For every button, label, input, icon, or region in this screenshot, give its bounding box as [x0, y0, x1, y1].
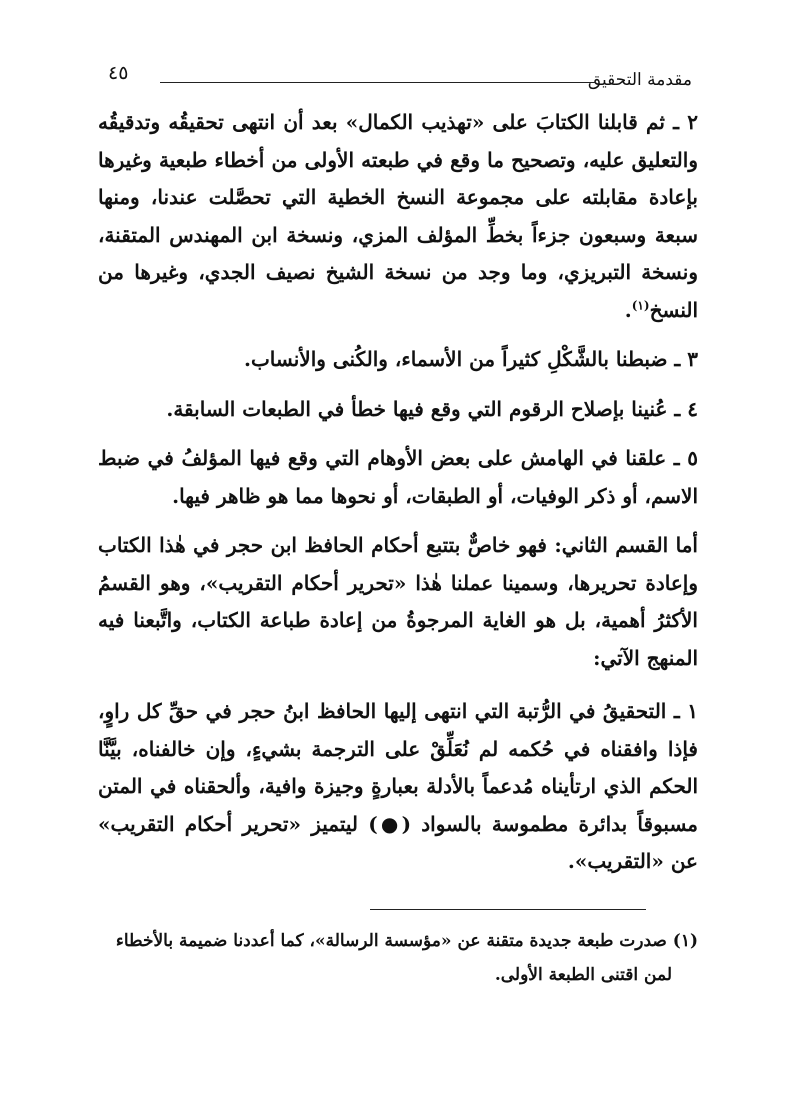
- item-text: ثم قابلنا الكتابَ على «تهذيب الكمال» بعد أن انتهى تحقيقُه وتدقيقُه والتعليق عليه، وتصحيح ما وقع في طبعته الأولى من أخطاء طبعية وغيرها بإعادة مقابلته على مجموعة النسخ الخطية التي تحصَّلت عندنا، ومنها سبعة وسبعون جزءاً بخطِّ المؤلف المزي، ونسخة ابن المهندس المتقنة، ونسخة التبريزي، وما وجد من نسخة الشيخ نصيف الجدي، وغيرها من النسخ: [98, 110, 698, 322]
- item-number: ٣ ـ: [674, 347, 698, 371]
- item-number: ٥ ـ: [673, 446, 698, 470]
- item-text: علقنا في الهامش على بعض الأوهام التي وقع فيها المؤلفُ في ضبط الاسم، أو ذكر الوفيات، أو الطبقات، أو نحوها مما هو ظاهر فيها.: [98, 446, 698, 508]
- header-rule: [160, 82, 596, 83]
- item-tail: .: [624, 297, 632, 322]
- body-text: [98, 104, 698, 893]
- page-number: ٤٥: [108, 62, 129, 84]
- item-text: عُنينا بإصلاح الرقوم التي وقع فيها خطأ في الطبعات السابقة.: [166, 396, 668, 421]
- list-item-5: [98, 440, 698, 515]
- footnote-line: لمن اقتنى الطبعة الأولى.: [494, 965, 672, 985]
- item-number: ٤ ـ: [674, 396, 698, 421]
- section-paragraph: أما القسم الثاني: فهو خاصٌّ بتتبع أحكام الحافظ ابن حجر في هٰذا الكتاب وإعادة تحريرها، وسمينا عملنا هٰذا «تحرير أحكام التقريب»، وهو القسمُ الأكثرُ أهمية، بل هو الغاية المرجوةُ من إعادة طباعة الكتاب، واتَّبعنا فيه المنهج الآتي:: [98, 533, 698, 670]
- footnote-reference[interactable]: (١): [631, 297, 650, 312]
- list-item-4: [98, 391, 698, 429]
- item-number: ١ ـ: [673, 699, 698, 723]
- list-item-3: [98, 341, 698, 379]
- footnote-line: (١) صدرت طبعة جديدة متقنة عن «مؤسسة الرسالة»، كما أعددنا ضميمة بالأخطاء: [115, 931, 698, 951]
- footnote-rule: [370, 909, 646, 910]
- item-number: ٢ ـ: [673, 110, 699, 134]
- item-text: التحقيقُ في الرُّتبة التي انتهى إليها الحافظ ابنُ حجر في حقِّ كل راوٍ، فإذا وافقناه في حُكمه لم نُعَلِّقْ على الترجمة بشيءٍ، وإن خالفناه، بيَّنَّا الحكم الذي ارتأيناه مُدعماً بالأدلة بعبارةٍ وجيزة وافية، وألحقناه في المتن مسبوقاً بدائرة مطموسة بالسواد (●) ليتميز «تحرير أحكام التقريب» عن «التقريب».: [98, 699, 698, 873]
- list-item-2: [98, 104, 698, 329]
- list-item-1: [98, 693, 698, 881]
- item-text: ضبطنا بالشَّكْلِ كثيراً من الأسماء، والكُنى والأنساب.: [244, 347, 668, 371]
- footnotes: [98, 924, 698, 992]
- running-title: مقدمة التحقيق: [587, 70, 692, 90]
- running-header: [108, 62, 692, 96]
